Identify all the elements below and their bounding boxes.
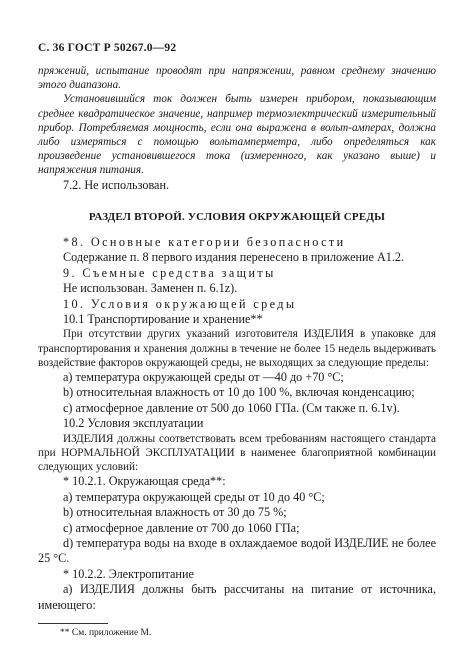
item-7-2: 7.2. Не использован.: [63, 177, 170, 192]
clause-9-text: Не использован. Заменен п. 6.1z).: [63, 281, 238, 296]
clause-8-title: *8. Основные категории безопасности: [63, 235, 346, 250]
clause-10-2-title: 10.2 Условия эксплуатации: [63, 416, 204, 431]
clause-10-1-text: При отсутствии других указаний изготовителя ИЗДЕЛИЯ в упаковке для транспортирования и хранения должны в течение не более 15 недель выдерживать воздействие факторов окружающей среды, не выходящих за следующие пределы:: [38, 328, 436, 369]
clause-10-2-1-title: * 10.2.1. Окружающая среда**:: [63, 474, 226, 489]
clause-10-2-1-item-c: с) атмосферное давление от 700 до 1060 ГПа;: [63, 520, 300, 535]
clause-10-2-1-item-d: d) температура воды на входе в охлаждаемое водой ИЗДЕЛИЕ не более 25 °С.: [38, 535, 436, 566]
footnote: ** См. приложение М.: [60, 627, 152, 638]
intro-paragraph-2: Установившийся ток должен быть измерен прибором, показывающим среднее квадратическое значение, например термоэлектрический измерительный прибор. Потребляемая мощность, если она выражена в вольт-амперах, должна либо измеряться с помощью вольтамперметра, либо определяться как произведение установившегося тока (измеренного, как указано выше) и напряжения питания.: [38, 93, 436, 177]
clause-10-2-text: ИЗДЕЛИЯ должны соответствовать всем требованиям настоящего стандарта при НОРМАЛЬНОЙ ЭКСПЛУАТАЦИИ в наименее благоприятной комбинации следующих условий:: [38, 432, 436, 474]
clause-10-2-2-title: * 10.2.2. Электропитание: [63, 566, 194, 581]
clause-10-title: 10. Условия окружающей среды: [63, 296, 297, 311]
intro-paragraph-1: пряжений, испытание проводят при напряжении, равном среднему значению этого диапазона.: [38, 65, 436, 92]
clause-10-1-item-c: с) атмосферное давление от 500 до 1060 ГПа. (См также п. 6.1v).: [63, 400, 400, 415]
document-body: [38, 64, 436, 639]
clause-10-2-2-text: а) ИЗДЕЛИЯ должны быть рассчитаны на питание от источника, имеющего:: [38, 582, 436, 612]
clause-10-1-item-a: а) температура окружающей среды от —40 до +70 °С;: [63, 370, 344, 385]
clause-8-text: Содержание п. 8 первого издания перенесено в приложение А1.2.: [63, 250, 405, 265]
section-title: РАЗДЕЛ ВТОРОЙ. УСЛОВИЯ ОКРУЖАЮЩЕЙ СРЕДЫ: [88, 211, 386, 224]
clause-10-1-item-b: b) относительная влажность от 10 до 100 %, включая конденсацию;: [63, 385, 415, 400]
page-header: С. 36 ГОСТ Р 50267.0—92: [38, 42, 177, 54]
clause-10-2-1-item-a: а) температура окружающей среды от 10 до 40 °С;: [63, 489, 325, 504]
clause-10-2-1-item-b: b) относительная влажность от 30 до 75 %;: [63, 505, 287, 520]
clause-9-title: 9. Съемные средства защиты: [63, 265, 276, 280]
footnote-separator: [38, 623, 108, 624]
clause-10-1-title: 10.1 Транспортирование и хранение**: [63, 312, 263, 327]
